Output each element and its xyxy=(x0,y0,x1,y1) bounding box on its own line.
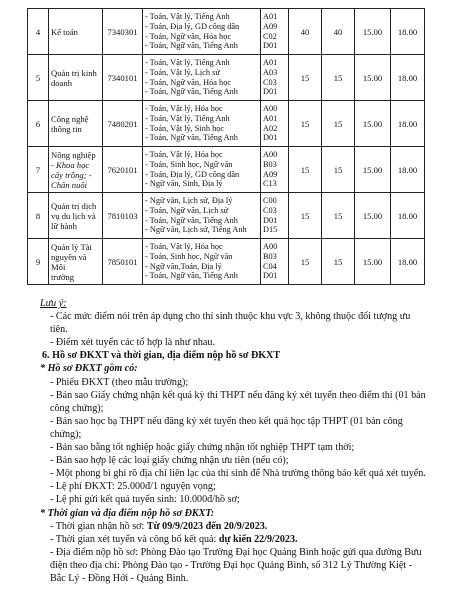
value-q1: 15 xyxy=(289,101,322,147)
subject-combination: - Ngữ văn, Lịch sử, Địa lý xyxy=(145,196,233,206)
combination-codes xyxy=(261,147,289,193)
value-s2: 18.00 xyxy=(391,193,425,239)
value-q2: 40 xyxy=(322,9,355,55)
note-2: - Điểm xét tuyển các tổ hợp là như nhau. xyxy=(50,337,215,349)
time-1: - Thời gian nhận hồ sơ: Từ 09/9/2023 đến 20/9/2023. xyxy=(50,520,268,532)
row-number: 9 xyxy=(28,239,49,285)
value-q1: 40 xyxy=(289,9,322,55)
row-number: 4 xyxy=(28,9,49,55)
major-name-line: Nông nghiệp xyxy=(51,149,96,160)
major-name-line: Kế toán xyxy=(51,26,78,37)
combination-code: C00 xyxy=(263,196,277,206)
value-s1: 15.00 xyxy=(355,101,391,147)
hoso-heading: * Hồ sơ ĐKXT gồm có: xyxy=(40,363,138,375)
table-row xyxy=(28,101,425,147)
major-code: 7850101 xyxy=(103,239,143,285)
subject-combination: - Toán, Vật lý, Tiếng Anh xyxy=(145,113,230,123)
table-row xyxy=(28,193,425,239)
admission-table xyxy=(27,8,425,285)
combination-code: D01 xyxy=(263,133,278,143)
row-number: 8 xyxy=(28,193,49,239)
value-s2: 18.00 xyxy=(391,9,425,55)
combination-codes xyxy=(261,9,289,55)
value-q2: 15 xyxy=(322,147,355,193)
value-q2: 15 xyxy=(322,239,355,285)
subject-combination: - Toán, Vật lý, Sinh học xyxy=(145,123,225,133)
combination-code: B03 xyxy=(263,251,277,261)
major-name-line: Quản trị kinh xyxy=(51,67,97,78)
combination-code: C03 xyxy=(263,205,277,215)
value-q1: 15 xyxy=(289,147,322,193)
combination-code: A00 xyxy=(263,104,278,114)
subject-combination: - Toán, Địa lý, GD công dân xyxy=(145,169,240,179)
subject-combinations xyxy=(143,55,261,101)
value-q2: 15 xyxy=(322,101,355,147)
note-1: - Các mức điểm nói trên áp dụng cho thí sinh thuộc khu vực 3, không thuộc đối tượng ưu tiên. xyxy=(50,311,411,336)
subject-combinations xyxy=(143,101,261,147)
combination-code: C03 xyxy=(263,77,277,87)
subject-combination: - Toán, Vật lý, Hóa học xyxy=(145,150,223,160)
combination-code: D01 xyxy=(263,215,278,225)
hoso-item-6: - Một phong bì ghi rõ địa chỉ liên lạc của thí sinh để Nhà trường thông báo kết quả xét tuyển. xyxy=(50,468,426,480)
subject-combination: - Toán, Ngữ văn, Hóa học xyxy=(145,77,232,87)
value-s1: 15.00 xyxy=(355,55,391,101)
value-s1: 15.00 xyxy=(355,193,391,239)
subject-combination: - Toán, Vật lý, Hóa học xyxy=(145,242,223,252)
major-name-line: lữ hành xyxy=(51,220,77,231)
combination-code: C02 xyxy=(263,31,277,41)
major-name-line: doanh xyxy=(51,77,73,88)
subject-combination: - Toán, Sinh học, Ngữ văn xyxy=(145,159,233,169)
combination-code: D01 xyxy=(263,271,278,281)
fee-2: - Lệ phí gửi kết quả tuyển sinh: 10.000đ/hồ sơ; xyxy=(50,494,240,506)
value-s1: 15.00 xyxy=(355,239,391,285)
combination-codes xyxy=(261,239,289,285)
major-name-line: Công nghệ xyxy=(51,113,89,124)
subject-combination: - Toán, Ngữ văn, Hóa học xyxy=(145,31,232,41)
major-name xyxy=(49,239,103,285)
combination-code: A09 xyxy=(263,169,278,179)
subject-combinations xyxy=(143,9,261,55)
subject-combination: - Toán, Ngữ văn, Tiếng Anh xyxy=(145,271,238,281)
combination-code: A02 xyxy=(263,123,278,133)
subject-combination: - Toán, Ngữ văn, Tiếng Anh xyxy=(145,87,238,97)
row-number: 7 xyxy=(28,147,49,193)
time-3: - Địa điểm nộp hồ sơ: Phòng Đào tạo Trường Đại học Quảng Bình hoặc gửi qua đường Bưu điện theo địa chỉ: Phòng Đào tạo - Trường Đại học Quảng Bình, số 312 Lý Thường Kiệt - Bắc Lý - Đồng Hới - Quảng Bình. xyxy=(50,546,422,584)
notes-section xyxy=(40,297,430,585)
major-name xyxy=(49,9,103,55)
combination-code: A00 xyxy=(263,242,278,252)
subject-combination: - Toán, Ngữ văn, Tiếng Anh xyxy=(145,215,238,225)
major-name xyxy=(49,101,103,147)
time-2: - Thời gian xét tuyển và công bố kết quả: dự kiến 22/9/2023. xyxy=(50,533,298,545)
subject-combination: - Toán, Vật lý, Lịch sử xyxy=(145,67,220,77)
combination-codes xyxy=(261,193,289,239)
combination-code: D01 xyxy=(263,87,278,97)
subject-combination: - Toán, Vật lý, Tiếng Anh xyxy=(145,12,230,22)
hoso-item-2: - Bản sao Giấy chứng nhận kết quả kỳ thi THPT nếu đăng ký xét tuyển theo điểm thi (01 bản công chứng); xyxy=(50,389,426,414)
combination-code: A09 xyxy=(263,21,278,31)
value-s1: 15.00 xyxy=(355,147,391,193)
major-code: 7620101 xyxy=(103,147,143,193)
combination-code: D01 xyxy=(263,41,278,51)
value-s2: 18.00 xyxy=(391,239,425,285)
combination-code: A03 xyxy=(263,67,278,77)
major-code: 7340101 xyxy=(103,55,143,101)
subject-combination: - Toán, Ngữ văn, Tiếng Anh xyxy=(145,133,238,143)
value-q1: 15 xyxy=(289,193,322,239)
row-number: 6 xyxy=(28,101,49,147)
value-s1: 15.00 xyxy=(355,9,391,55)
major-name-line: Quản lý Tài xyxy=(51,241,92,252)
hoso-item-1: - Phiếu ĐKXT (theo mẫu trường); xyxy=(50,376,189,388)
value-s2: 18.00 xyxy=(391,147,425,193)
combination-code: A01 xyxy=(263,58,278,68)
value-q1: 15 xyxy=(289,239,322,285)
table-row xyxy=(28,239,425,285)
combination-code: A01 xyxy=(263,113,278,123)
combination-codes xyxy=(261,55,289,101)
major-name xyxy=(49,193,103,239)
major-code: 7340301 xyxy=(103,9,143,55)
subject-combinations xyxy=(143,239,261,285)
subject-combination: - Toán, Sinh học, Ngữ văn xyxy=(145,251,233,261)
value-s2: 18.00 xyxy=(391,101,425,147)
value-s2: 18.00 xyxy=(391,55,425,101)
major-specializations: - Khoa học cây trồng; - Chăn nuôi xyxy=(51,159,92,190)
fee-1: - Lệ phí ĐKXT: 25.000đ/1 nguyện vọng; xyxy=(50,481,216,493)
subject-combination: - Toán, Ngữ văn, Tiếng Anh xyxy=(145,41,238,51)
hoso-item-4: - Bản sao bằng tốt nghiệp hoặc giấy chứng nhận tốt nghiệp THPT tạm thời; xyxy=(50,442,355,454)
hoso-item-5: - Bản sao hợp lệ các loại giấy chứng nhận ưu tiên (nếu có); xyxy=(50,455,289,467)
combination-code: D15 xyxy=(263,225,278,235)
combination-code: B03 xyxy=(263,159,277,169)
value-q2: 15 xyxy=(322,193,355,239)
table-row xyxy=(28,147,425,193)
subject-combination: - Ngữ văn, Sinh, Địa lý xyxy=(145,179,223,189)
subject-combination: - Toán, Vật lý, Tiếng Anh xyxy=(145,58,230,68)
major-name-line: trường xyxy=(51,271,75,282)
combination-code: C13 xyxy=(263,179,277,189)
major-name xyxy=(49,147,103,193)
combination-code: A00 xyxy=(263,150,278,160)
row-number: 5 xyxy=(28,55,49,101)
major-name-line: thông tin xyxy=(51,123,82,134)
subject-combinations xyxy=(143,193,261,239)
subject-combination: - Toán, Vật lý, Hóa học xyxy=(145,104,223,114)
major-code: 7480201 xyxy=(103,101,143,147)
note-label: Lưu ý: xyxy=(40,298,67,309)
time-heading: * Thời gian và địa điểm nộp hồ sơ ĐKXT: xyxy=(40,507,215,519)
combination-codes xyxy=(261,101,289,147)
subject-combination: - Ngữ văn,Toán, Địa lý xyxy=(145,261,222,271)
value-q2: 15 xyxy=(322,55,355,101)
hoso-item-3: - Bản sao học bạ THPT nếu đăng ký xét tuyển theo kết quả học tập THPT (01 bản công chứng); xyxy=(50,415,403,440)
table-row xyxy=(28,55,425,101)
section-6-heading: 6. Hồ sơ ĐKXT và thời gian, địa điểm nộp hồ sơ ĐKXT xyxy=(42,350,281,362)
subject-combination: - Toán, Ngữ văn, Lịch sử xyxy=(145,205,229,215)
combination-code: A01 xyxy=(263,12,278,22)
subject-combination: - Ngữ văn, Lịch sử, Tiếng Anh xyxy=(145,225,247,235)
combination-code: C04 xyxy=(263,261,277,271)
table-row xyxy=(28,9,425,55)
major-name-line: nguyên và Môi xyxy=(51,251,87,272)
subject-combinations xyxy=(143,147,261,193)
major-name xyxy=(49,55,103,101)
major-name-line: vụ du lịch và xyxy=(51,210,96,221)
major-name-line: Quản trị dịch xyxy=(51,200,97,211)
subject-combination: - Toán, Địa lý, GD công dân xyxy=(145,21,240,31)
value-q1: 15 xyxy=(289,55,322,101)
major-code: 7810103 xyxy=(103,193,143,239)
